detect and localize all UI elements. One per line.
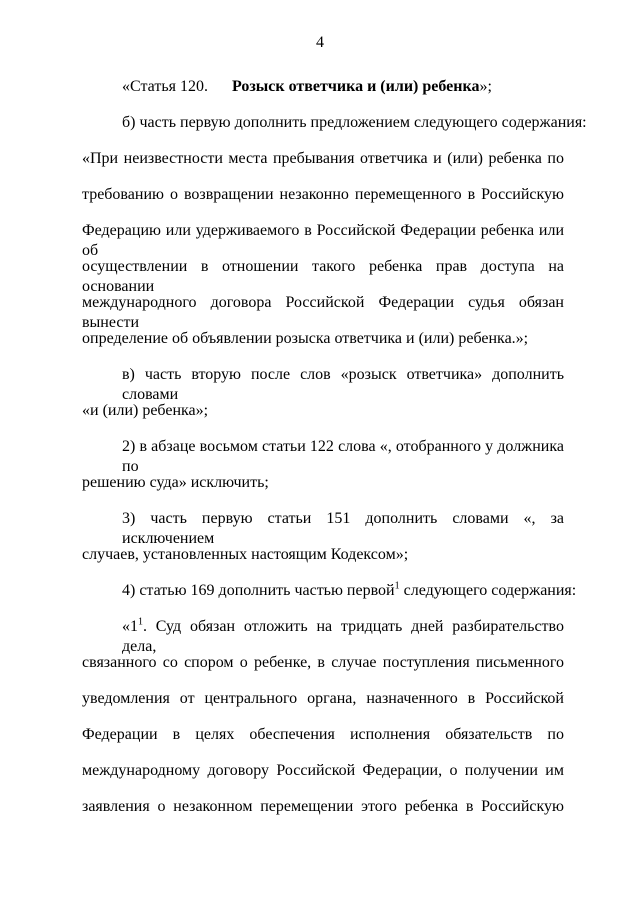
item-4-line [122,580,577,601]
item-4-after: следующего содержания: [399,582,577,599]
quote-line: Федерации в целях обеспечения исполнения обязательств по [82,726,564,743]
quote-line: уведомления от центрального органа, назначенного в Российской [82,690,564,707]
paragraph-v-line: в) часть вторую после слов «розыск ответчика» дополнить словами [122,366,564,403]
item-2-line: 2) в абзаце восьмом статьи 122 слова «, отобранного у должника по [122,438,564,475]
quote-line: связанного со спором о ребенке, в случае поступления письменного [82,654,564,671]
paragraph-v-line: «и (или) ребенка»; [82,402,209,419]
quote-line: заявления о незаконном перемещении этого ребенка в Российскую [82,798,564,815]
paragraph-b-line: международного договора Российской Федерации судья обязан вынести [82,294,564,331]
article-title: Розыск ответчика и (или) ребенка [232,78,480,95]
item-4-superscript: 1 [394,580,400,592]
paragraph-b-line: «При неизвестности места пребывания ответчика и (или) ребенка по [82,150,564,167]
paragraph-b-intro: б) часть первую дополнить предложением следующего содержания: [122,114,587,131]
quote-open: «1 [122,618,138,635]
page-number: 4 [316,34,324,51]
article-label: «Статья 120. [122,78,208,95]
quote-superscript: 1 [138,616,143,628]
paragraph-b-line: Федерацию или удерживаемого в Российской Федерации ребенка или об [82,222,564,259]
article-heading [122,77,564,97]
paragraph-b-line: осуществлении в отношении такого ребенка прав доступа на основании [82,258,564,295]
item-3-line: случаев, установленных настоящим Кодексом»; [82,546,409,563]
article-heading-suffix: »; [479,78,492,95]
paragraph-b-line: определение об объявлении розыска ответчика и (или) ребенка.»; [82,330,529,347]
quote-line: международному договору Российской Федерации, о получении им [82,762,564,779]
paragraph-b-line: требованию о возвращении незаконно перемещенного в Российскую [82,186,564,203]
quote-first-line [122,617,564,657]
item-2-line: решению суда» исключить; [82,474,269,491]
quote-first-rest: . Суд обязан отложить на тридцать дней разбирательство дела, [122,618,564,655]
item-4-before: 4) статью 169 дополнить частью первой [122,582,395,599]
item-3-line: 3) часть первую статьи 151 дополнить словами «, за исключением [122,510,564,547]
